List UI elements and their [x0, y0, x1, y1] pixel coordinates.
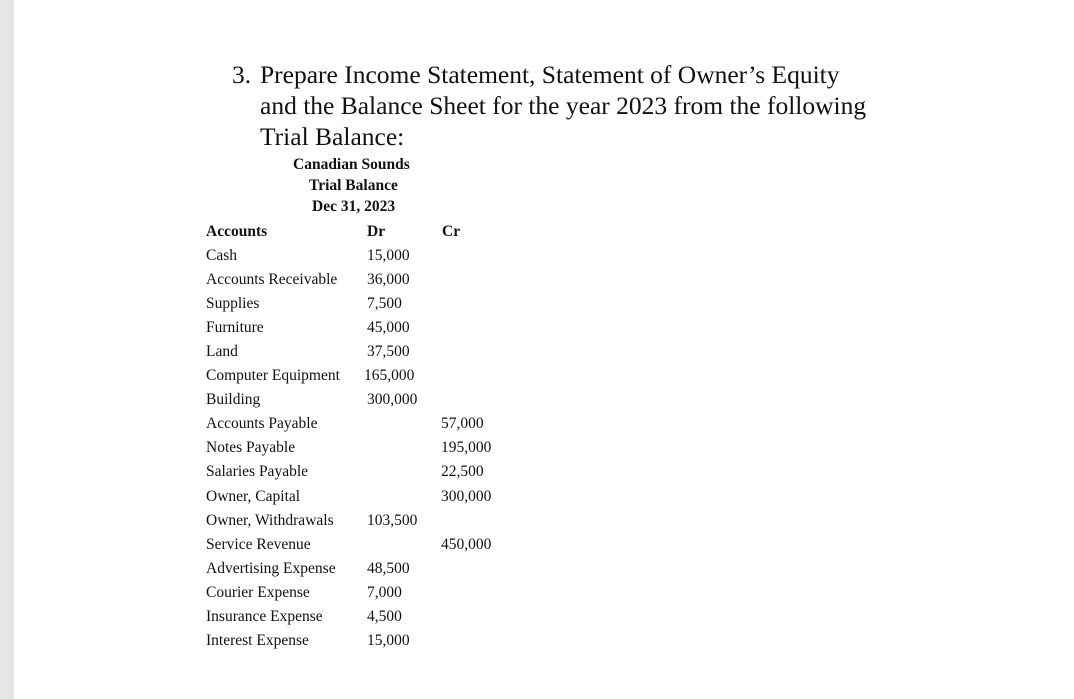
- account-name: Notes Payable: [206, 439, 296, 457]
- account-name: Supplies: [206, 295, 260, 313]
- question-line-2: and the Balance Sheet for the year 2023 from the following: [260, 91, 867, 120]
- question-line-3: Trial Balance:: [260, 122, 405, 151]
- account-name: Cash: [206, 247, 237, 264]
- debit-amount: 165,000: [364, 367, 415, 385]
- debit-amount: 4,500: [367, 607, 402, 625]
- account-name: Owner, Withdrawals: [206, 511, 334, 529]
- company-name: Canadian Sounds: [293, 156, 410, 173]
- debit-amount: 7,000: [367, 583, 402, 601]
- account-name: Accounts Receivable: [206, 271, 338, 289]
- account-name: Advertising Expense: [206, 559, 336, 577]
- account-name: Land: [206, 343, 238, 361]
- dr-header: Dr: [367, 223, 386, 240]
- cr-header: Cr: [442, 223, 461, 240]
- debit-amount: 36,000: [367, 271, 410, 289]
- credit-amount: 57,000: [441, 415, 484, 433]
- statement-date: Dec 31, 2023: [312, 198, 396, 215]
- question-number: 3.: [232, 60, 252, 89]
- debit-amount: 300,000: [367, 391, 418, 409]
- account-name: Furniture: [206, 319, 264, 337]
- question-line-1: Prepare Income Statement, Statement of Owner’s Equity: [260, 60, 840, 89]
- debit-amount: 7,500: [367, 295, 402, 313]
- account-name: Accounts Payable: [206, 415, 318, 433]
- account-name: Courier Expense: [206, 583, 310, 601]
- account-name: Computer Equipment: [206, 367, 340, 385]
- debit-amount: 15,000: [367, 247, 410, 264]
- debit-amount: 103,500: [367, 511, 418, 529]
- account-name: Salaries Payable: [206, 463, 309, 481]
- credit-amount: 22,500: [441, 463, 484, 481]
- debit-amount: 37,500: [367, 343, 410, 361]
- account-name: Interest Expense: [206, 631, 309, 649]
- credit-amount: 195,000: [441, 439, 492, 457]
- account-name: Owner, Capital: [206, 487, 301, 505]
- credit-amount: 300,000: [441, 487, 492, 505]
- statement-title: Trial Balance: [309, 177, 398, 194]
- debit-amount: 15,000: [367, 631, 410, 649]
- debit-amount: 48,500: [367, 559, 410, 577]
- credit-amount: 450,000: [441, 535, 492, 553]
- account-name: Building: [206, 391, 261, 409]
- account-name: Insurance Expense: [206, 607, 323, 625]
- account-name: Service Revenue: [206, 535, 311, 553]
- document-page: [14, 0, 1074, 699]
- debit-amount: 45,000: [367, 319, 410, 337]
- accounts-header: Accounts: [206, 223, 268, 240]
